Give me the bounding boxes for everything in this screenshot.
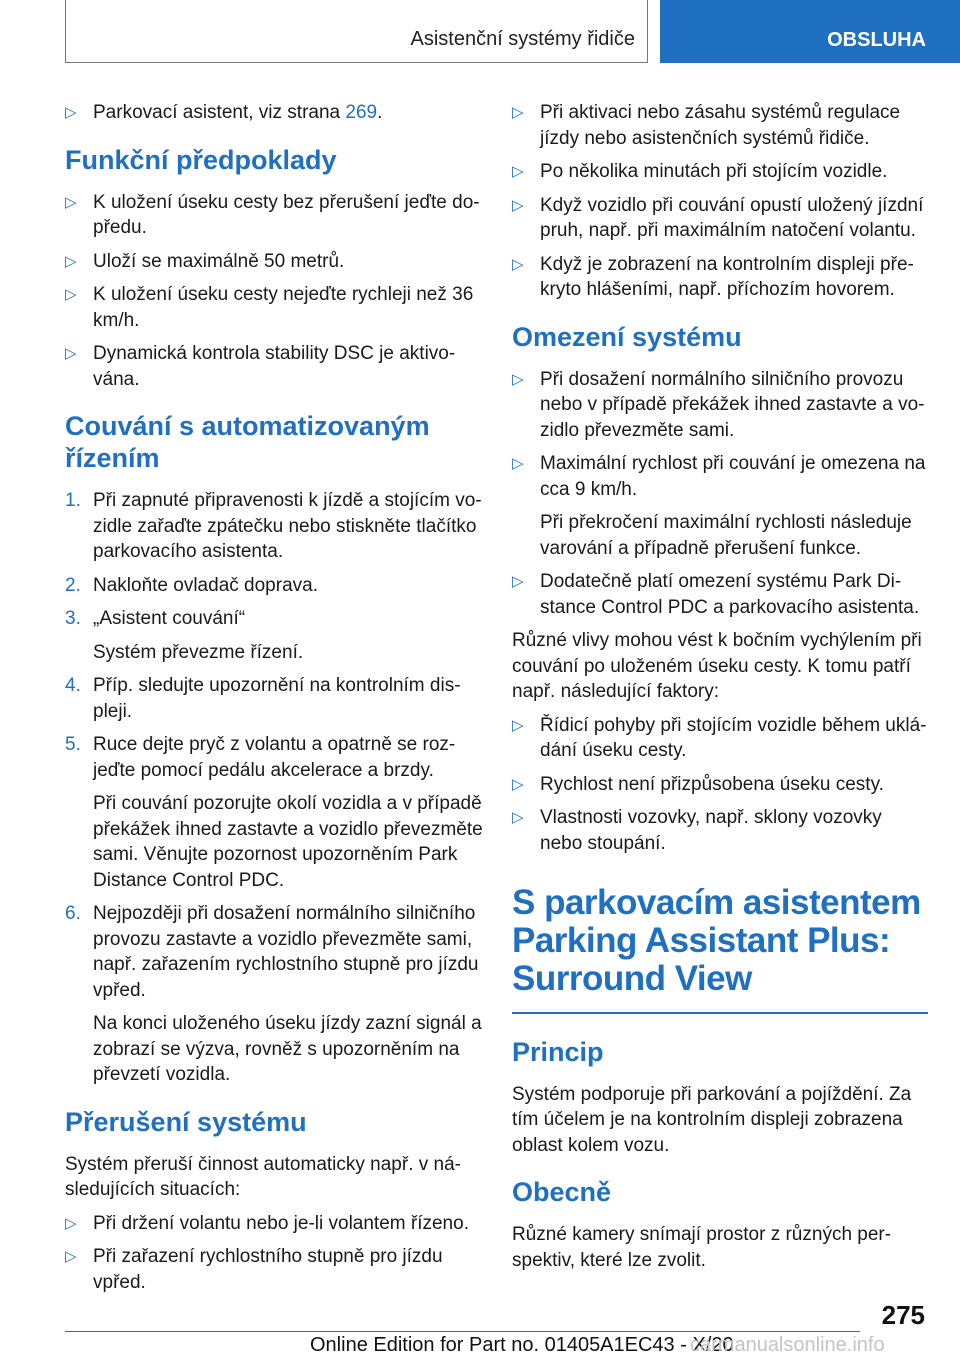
list-item: ▷ Při držení volantu nebo je-li volantem řízeno. <box>65 1211 485 1237</box>
triangle-bullet-icon: ▷ <box>512 255 524 273</box>
heading-funkcni-predpoklady: Funkční předpoklady <box>65 144 337 175</box>
list-item: ▷ Rychlost není přizpůsobena úseku cesty. <box>512 772 928 798</box>
triangle-bullet-icon: ▷ <box>65 1214 77 1232</box>
list-item: ▷ Při zařazení rychlostního stupně pro jízdu vpřed. <box>65 1246 443 1293</box>
triangle-bullet-icon: ▷ <box>512 196 524 214</box>
heading-obecne: Obecně <box>512 1177 612 1207</box>
section-title: Asistenční systémy řidiče <box>410 28 635 50</box>
step-number: 1. <box>65 490 81 511</box>
triangle-bullet-icon: ▷ <box>65 1248 77 1265</box>
triangle-bullet-icon: ▷ <box>512 809 524 826</box>
triangle-bullet-icon: ▷ <box>512 716 524 734</box>
step-number: 5. <box>65 734 81 755</box>
chapter-tab-label: OBSLUHA <box>827 29 926 51</box>
chapter-tab <box>660 0 960 63</box>
step-number: 4. <box>65 675 81 696</box>
page-link[interactable]: 269 <box>345 102 378 123</box>
triangle-bullet-icon: ▷ <box>65 345 77 362</box>
triangle-bullet-icon: ▷ <box>512 163 524 180</box>
paragraph: Různé vlivy mohou vést k bočním vychýlením při couvání po uloženém úseku cesty. K tomu patří např. následující faktory: <box>512 630 922 702</box>
page-number: 275 <box>881 1300 925 1330</box>
paragraph: Systém podporuje při parkování a pojíždění. Za tím účelem je na kontrolním displeji zobrazena oblast kolem vozu. <box>512 1083 912 1156</box>
list-item: ▷ Vlastnosti vozovky, např. sklony vozovky nebo stoupání. <box>512 807 882 854</box>
list-item: ▷ Když vozidlo při couvání opustí uložený jízdní pruh, např. při maximálním natočení volantu. <box>512 194 924 241</box>
list-item: ▷ Když je zobrazení na kontrolním displeji pře-kryto hlášeními, např. příchozím hovorem. <box>512 253 914 300</box>
list-item: ▷ Po několika minutách při stojícím vozidle. <box>512 159 928 185</box>
heading-couvani: Couvání s automatizovaným řízením <box>65 411 430 473</box>
step-item: 2. Nakloňte ovladač doprava. <box>65 573 485 599</box>
heading-parking-assistant: S parkovacím asistentem Parking Assistant Plus: Surround View <box>512 883 921 998</box>
list-item: ▷ K uložení úseku cesty nejeďte rychleji než 36 km/h. <box>65 284 474 331</box>
list-item: ▷ Dodatečně platí omezení systému Park Di-stance Control PDC a parkovacího asistenta. <box>512 571 920 618</box>
list-item: ▷ Maximální rychlost při couvání je omezena na cca 9 km/h. Při překročení maximální rychlosti následuje varování a případně přerušení funkce. <box>512 453 926 559</box>
list-item: ▷ K uložení úseku cesty bez přerušení jeďte do-předu. <box>65 191 480 238</box>
heading-omezeni: Omezení systému <box>512 321 742 352</box>
list-item: ▷ Řídicí pohyby při stojícím vozidle během uklá-dání úseku cesty. <box>512 714 927 761</box>
list-item: ▷ Dynamická kontrola stability DSC je aktivo-vána. <box>65 343 456 390</box>
step-item: 6. Nejpozději při dosažení normálního silničního provozu zastavte a vozidlo převezměte sami, např. zařazením rychlostního stupně pro jízdu vpřed. Na konci uloženého úseku jízdy zazní signál a zobrazí se výzva, rovněž s upozorněním na převzetí vozidla. <box>65 903 482 1085</box>
triangle-bullet-icon: ▷ <box>65 104 77 121</box>
triangle-bullet-icon: ▷ <box>65 193 77 211</box>
triangle-bullet-icon: ▷ <box>65 252 77 270</box>
left-column <box>65 100 485 1303</box>
step-number: 2. <box>65 574 81 596</box>
step-item: 3. „Asistent couvání“ Systém převezme řízení. <box>65 608 304 663</box>
paragraph: Systém přeruší činnost automaticky např. v ná-sledujících situacích: <box>65 1153 461 1200</box>
heading-preruseni: Přerušení systému <box>65 1106 307 1137</box>
triangle-bullet-icon: ▷ <box>65 286 77 303</box>
step-number: 6. <box>65 903 81 924</box>
triangle-bullet-icon: ▷ <box>512 775 524 793</box>
heading-rule <box>512 1012 928 1014</box>
list-item: ▷ Při dosažení normálního silničního provozu nebo v případě překážek ihned zastavte a vo-zidlo převezměte sami. <box>512 368 925 441</box>
edition-info: Online Edition for Part no. 01405A1EC43 - X/20 <box>310 1334 734 1356</box>
header-box <box>65 0 648 63</box>
step-number: 3. <box>65 608 81 629</box>
right-column <box>512 100 928 1281</box>
watermark: carmanualsonline.info <box>690 1334 885 1356</box>
list-item: ▷ Parkovací asistent, viz strana 269. <box>65 100 485 126</box>
triangle-bullet-icon: ▷ <box>512 573 524 590</box>
list-item: ▷ Při aktivaci nebo zásahu systémů regulace jízdy nebo asistenčních systémů řidiče. <box>512 102 901 149</box>
step-item: 5. Ruce dejte pryč z volantu a opatrně se roz-jeďte pomocí pedálu akcelerace a brzdy. Při couvání pozorujte okolí vozidla a v případě překážek ihned zastavte a vozidlo převezměte sami. Věnujte pozornost upozorněním Park Distance Control PDC. <box>65 734 483 891</box>
list-item: ▷ Uloží se maximálně 50 metrů. <box>65 249 485 275</box>
step-item: 4. Příp. sledujte upozornění na kontrolním dis-pleji. <box>65 675 461 722</box>
heading-princip: Princip <box>512 1036 604 1067</box>
triangle-bullet-icon: ▷ <box>512 104 524 121</box>
triangle-bullet-icon: ▷ <box>512 455 524 472</box>
footer-rule <box>65 1331 860 1332</box>
triangle-bullet-icon: ▷ <box>512 370 524 388</box>
step-item: 1. Při zapnuté připravenosti k jízdě a stojícím vo-zidle zařaďte zpátečku nebo stiskněte tlačítko parkovacího asistenta. <box>65 490 482 562</box>
paragraph: Různé kamery snímají prostor z různých per-spektiv, které lze zvolit. <box>512 1224 892 1271</box>
